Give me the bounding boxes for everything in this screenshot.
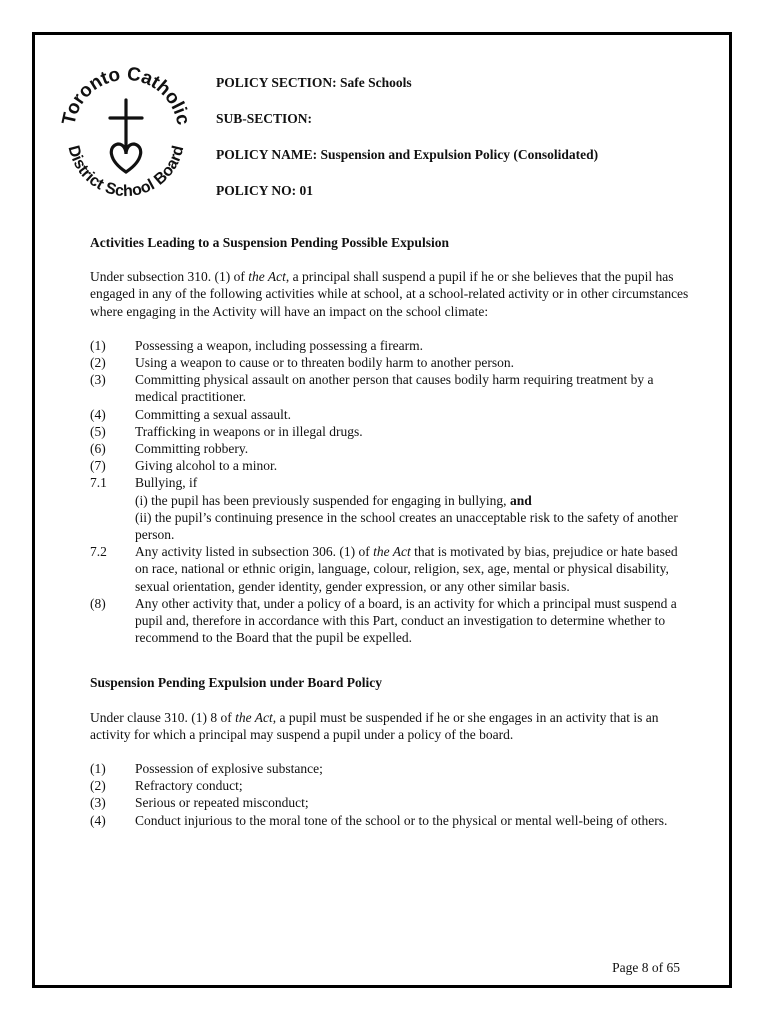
list-item-7-2 (90, 543, 690, 595)
item-number: (3) (90, 795, 106, 811)
item-text (135, 543, 690, 595)
act-reference: the Act (235, 709, 273, 725)
list-item (90, 354, 690, 371)
item-text (135, 474, 690, 543)
section2-list (90, 760, 690, 829)
section1-intro-part: , a principal shall suspend a pupil if he or she believes that the pupil has engaged in any of the following activities while at school, at a school-related activity or in other circumstances where engaging in the Activity will have an impact on the school climate: (90, 269, 689, 319)
section1-intro-part: Under subsection 310. (1) of (90, 269, 249, 285)
item-number: (6) (90, 441, 106, 457)
item-number: 7.1 (90, 475, 107, 491)
list-item (90, 760, 690, 777)
policy-section: POLICY SECTION: Safe Schools (216, 75, 412, 90)
item-number: (2) (90, 778, 106, 794)
item-number: (4) (90, 812, 106, 828)
list-item (90, 337, 690, 354)
list-item (90, 406, 690, 423)
item-text-part: Any activity listed in subsection 306. (1) of (135, 544, 374, 560)
item-text: Conduct injurious to the moral tone of the school or to the physical or mental well-being of others. (135, 812, 668, 828)
item-text: Possession of explosive substance; (135, 761, 323, 777)
act-reference: the Act (373, 544, 411, 560)
item-text-part: that is motivated by bias, prejudice or hate based on race, national or ethnic origin, language, colour, religion, sex, age, mental or physical disability, sexual orientation, gender identity, gender expression, or any other similar basis. (135, 544, 678, 594)
item-number: (8) (90, 595, 106, 611)
policy-number: POLICY NO: 01 (216, 183, 313, 198)
policy-name: POLICY NAME: Suspension and Expulsion Policy (Consolidated) (216, 147, 599, 162)
item-text: Serious or repeated misconduct; (135, 795, 309, 811)
section2-heading: Suspension Pending Expulsion under Board Policy (90, 675, 382, 691)
sub-item-text: (i) the pupil has been previously suspended for engaging in bullying, (135, 492, 510, 508)
item-number: (3) (90, 372, 106, 388)
item-text-line: Bullying, if (135, 475, 198, 491)
list-item (90, 812, 690, 829)
item-number: (4) (90, 406, 106, 422)
list-item (90, 423, 690, 440)
list-item (90, 777, 690, 794)
list-item (90, 371, 690, 405)
sub-item-i (135, 492, 690, 509)
list-item-7-1 (90, 474, 690, 543)
policy-body (90, 234, 690, 829)
item-text: Giving alcohol to a minor. (135, 458, 278, 474)
item-text: Possessing a weapon, including possessing a firearm. (135, 337, 423, 353)
item-number: (2) (90, 355, 106, 371)
list-item-8 (90, 595, 690, 647)
section1-heading: Activities Leading to a Suspension Pending Possible Expulsion (90, 235, 449, 250)
act-reference: the Act (248, 269, 286, 285)
policy-header (216, 75, 598, 219)
item-text: Using a weapon to cause or to threaten bodily harm to another person. (135, 355, 515, 371)
list-item (90, 794, 690, 811)
cross-heart-icon (110, 100, 142, 172)
logo-text-top: Toronto Catholic (58, 63, 194, 127)
item-text: Any other activity that, under a policy of a board, is an activity for which a principal must suspend a pupil and, therefore in accordance with this Part, conduct an investigation to determine whether to recommend to the Board that the pupil be expelled. (135, 595, 677, 646)
section1-intro (90, 268, 690, 320)
item-number: (5) (90, 423, 106, 439)
section1-list (90, 337, 690, 647)
sub-item-ii: (ii) the pupil’s continuing presence in the school creates an unacceptable risk to the safety of another person. (135, 509, 678, 543)
sub-item-conjunction: and (509, 492, 532, 508)
item-text: Committing a sexual assault. (135, 406, 291, 422)
item-number: (1) (90, 761, 106, 777)
sub-section: SUB-SECTION: (216, 111, 313, 126)
list-item (90, 457, 690, 474)
item-number: 7.2 (90, 544, 107, 560)
item-number: (7) (90, 458, 106, 474)
item-number: (1) (90, 337, 106, 353)
section2-intro (90, 709, 690, 743)
page-number: Page 8 of 65 (612, 960, 680, 975)
item-text: Committing robbery. (135, 441, 249, 457)
section2-intro-part: , a pupil must be suspended if he or she engages in an activity that is an activity for which a principal may suspend a pupil under a policy of the board. (90, 709, 659, 742)
item-text: Trafficking in weapons or in illegal drugs. (135, 423, 363, 439)
item-text: Refractory conduct; (135, 778, 243, 794)
list-item (90, 440, 690, 457)
item-text: Committing physical assault on another person that causes bodily harm requiring treatment by a medical practitioner. (135, 372, 654, 405)
section2-intro-part: Under clause 310. (1) 8 of (90, 709, 236, 725)
board-logo (58, 60, 194, 210)
logo-text-bottom: District School Board (64, 143, 188, 201)
